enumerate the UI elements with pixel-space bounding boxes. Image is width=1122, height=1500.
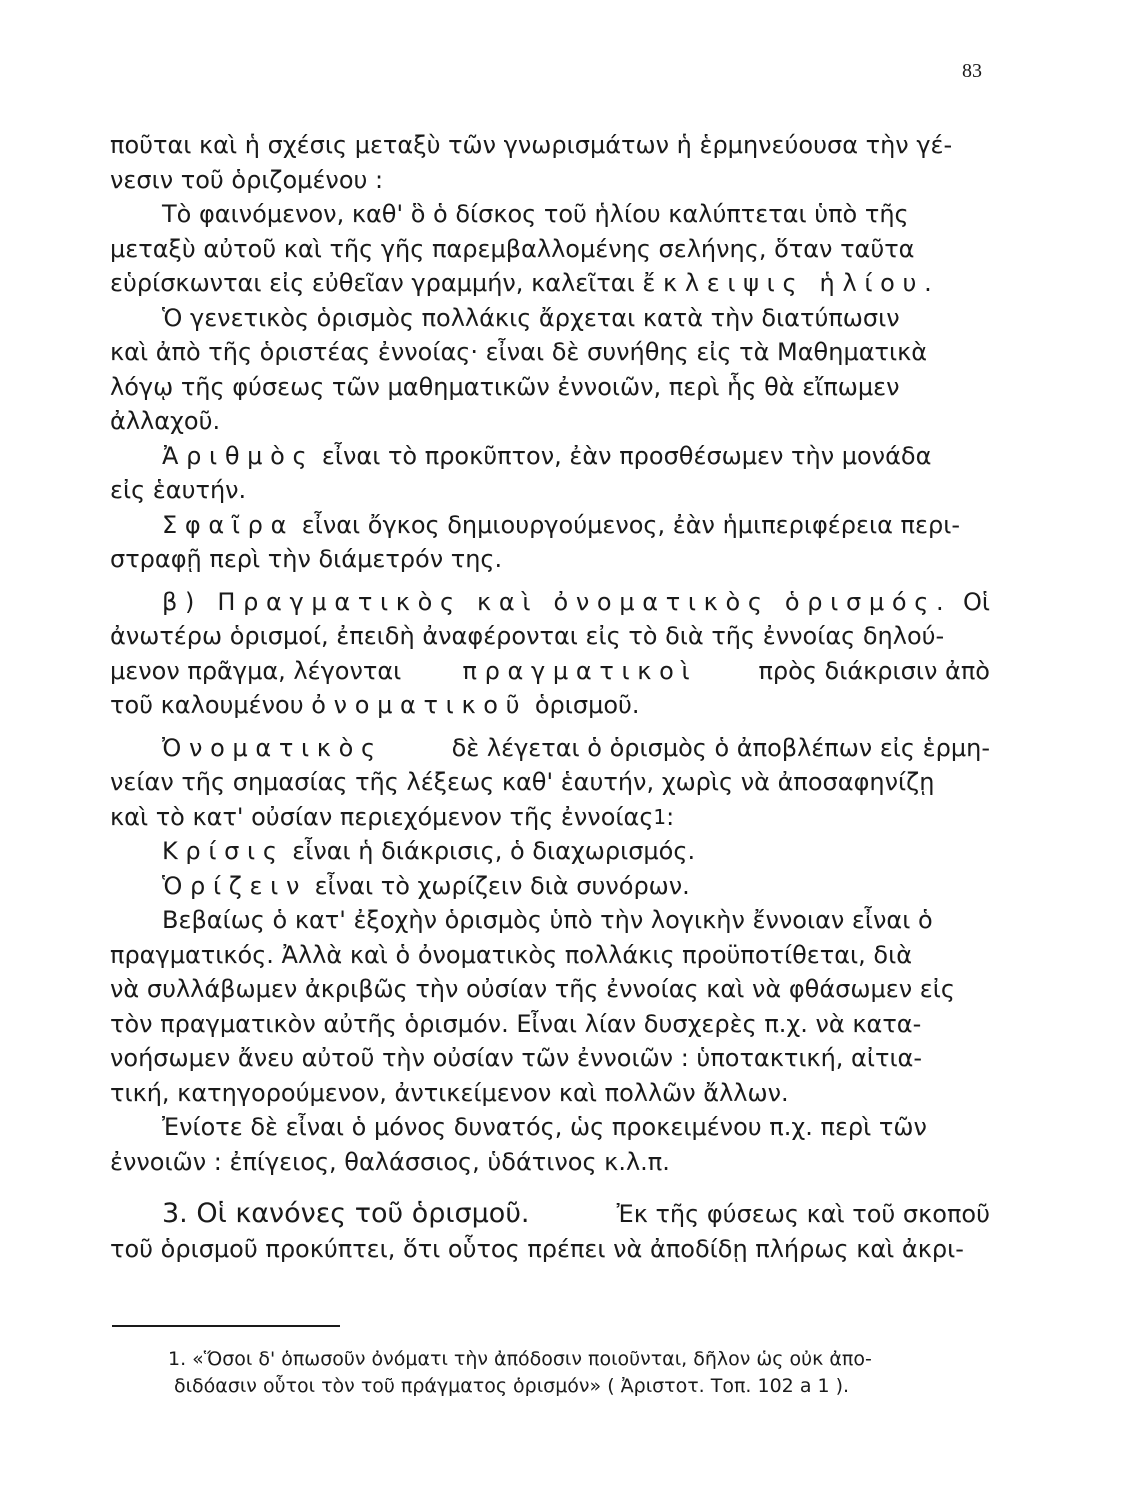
text-run: νοήσωμεν ἄνευ αὐτοῦ τὴν οὐσίαν τῶν ἐννοιῶν : ὑποτακτική, αἰτια- xyxy=(110,1044,923,1072)
footnote-line xyxy=(168,1346,990,1373)
text-line xyxy=(110,266,990,301)
text-run: ἀνωτέρω ὁρισμοί, ἐπειδὴ ἀναφέρονται εἰς τὸ διὰ τῆς ἐννοίας δηλού- xyxy=(110,622,945,650)
text-run: εἶναι τὸ προκῦπτον, ἐὰν προσθέσωμεν τὴν μονάδα xyxy=(321,441,932,470)
text-run: ὁρισμοῦ. xyxy=(534,691,640,719)
text-run: Ὁ γενετικὸς ὁρισμὸς πολλάκις ἄρχεται κατὰ τὴν διατύπωσιν xyxy=(162,303,900,332)
text-line xyxy=(110,619,990,654)
text-run: νείαν τῆς σημασίας τῆς λέξεως καθ' ἑαυτήν, χωρὶς νὰ ἀποσαφηνίζῃ xyxy=(110,768,935,796)
text-run: Βεβαίως ὁ κατ' ἐξοχὴν ὁρισμὸς ὑπὸ τὴν λογικὴν ἔννοιαν εἶναι ὁ xyxy=(162,906,933,934)
text-run: εἶναι ἡ διάκρισις, ὁ διαχωρισμός. xyxy=(292,837,696,865)
text-line xyxy=(110,869,990,904)
page-number: 83 xyxy=(962,60,982,82)
text-run: εἰς ἑαυτήν. xyxy=(110,476,247,504)
text-run: μενον πρᾶγμα, λέγονται xyxy=(110,656,402,685)
text-run: καὶ τὸ κατ' οὐσίαν περιεχόμενον τῆς ἐννοίας xyxy=(110,802,654,831)
text-run: ποῦται καὶ ἡ σχέσις μεταξὺ τῶν γνωρισμάτων ἡ ἑρμηνεύουσα τὴν γέ- xyxy=(110,131,953,159)
text-run: καὶ ἀπὸ τῆς ὁριστέας ἐννοίας· εἶναι δὲ συνήθης εἰς τὰ Μαθηματικὰ xyxy=(110,338,928,366)
text-run: : xyxy=(666,802,675,831)
text-run: εἶναι ὄγκος δημιουργούμενος, ἐὰν ἡμιπεριφέρεια περι- xyxy=(301,510,960,539)
emphasized-term: ἔκλειψις ἡλίου. xyxy=(642,269,940,297)
text-run: ἀλλαχοῦ. xyxy=(110,407,221,435)
text-run: στραφῇ περὶ τὴν διάμετρόν της. xyxy=(110,545,503,573)
section-heading: 3. Οἱ κανόνες τοῦ ὁρισμοῦ. xyxy=(162,1198,530,1229)
footnote-divider xyxy=(112,1325,340,1327)
text-line xyxy=(110,654,990,689)
text-run: ἐννοιῶν : ἐπίγειος, θαλάσσιος, ὑδάτινος κ.λ.π. xyxy=(110,1147,670,1176)
text-run: Ἐνίοτε δὲ εἶναι ὁ μόνος δυνατός, ὡς προκειμένου π.χ. περὶ τῶν xyxy=(162,1113,927,1141)
text-line xyxy=(110,972,990,1007)
text-line xyxy=(110,1007,990,1042)
text-line xyxy=(110,1145,990,1180)
text-line xyxy=(110,1110,990,1145)
text-run: τική, κατηγορούμενον, ἀντικείμενον καὶ πολλῶν ἄλλων. xyxy=(110,1078,789,1107)
text-line xyxy=(110,834,990,869)
text-line xyxy=(110,1076,990,1111)
text-line xyxy=(110,370,990,405)
text-run: τοῦ ὁρισμοῦ προκύπτει, ὅτι οὗτος πρέπει νὰ ἀποδίδῃ πλήρως καὶ ἀκρι- xyxy=(110,1234,964,1263)
body-text xyxy=(110,128,990,1266)
text-line xyxy=(110,542,990,577)
text-run: νὰ συλλάβωμεν ἀκριβῶς τὴν οὐσίαν τῆς ἐννοίας καὶ νὰ φθάσωμεν εἰς xyxy=(110,975,955,1003)
footnote-marker: 1 xyxy=(653,804,667,829)
text-line xyxy=(110,938,990,973)
text-line xyxy=(110,163,990,198)
text-line xyxy=(110,731,990,766)
text-line xyxy=(110,473,990,508)
emphasized-term: Σφαῖρα xyxy=(162,510,295,539)
text-run: εἶναι τὸ χωρίζειν διὰ συνόρων. xyxy=(314,871,690,900)
footnote-text: διδόασιν οὗτοι τὸν τοῦ πράγματος ὁρισμόν» ( Ἀριστοτ. Τοπ. 102 a 1 ). xyxy=(174,1375,850,1397)
section-heading-line xyxy=(110,585,990,620)
text-run: τοῦ καλουμένου xyxy=(110,691,304,719)
text-line xyxy=(110,404,990,439)
section-heading-line xyxy=(110,1197,990,1232)
text-run: εὑρίσκωνται εἰς εὐθεῖαν γραμμήν, καλεῖται xyxy=(110,269,635,297)
text-run: πρὸς διάκρισιν ἀπὸ xyxy=(758,656,990,685)
text-line xyxy=(110,439,990,474)
text-line xyxy=(110,232,990,267)
text-line xyxy=(110,335,990,370)
text-run: Οἱ xyxy=(962,587,990,616)
text-line xyxy=(110,765,990,800)
text-line xyxy=(110,800,990,835)
text-line xyxy=(110,197,990,232)
text-run: Τὸ φαινόμενον, καθ' ὃ ὁ δίσκος τοῦ ἡλίου καλύπτεται ὑπὸ τῆς xyxy=(162,200,909,228)
text-run: πραγματικός. Ἀλλὰ καὶ ὁ ὀνοματικὸς πολλάκις προϋποτίθεται, διὰ xyxy=(110,940,913,969)
emphasized-term: Κρίσις xyxy=(162,837,285,865)
text-run: Ἐκ τῆς φύσεως καὶ τοῦ σκοποῦ xyxy=(616,1200,990,1228)
emphasized-term: πραγματικοὶ xyxy=(462,656,698,685)
text-line xyxy=(110,301,990,336)
emphasized-term: ὀνοματικοῦ xyxy=(311,691,528,719)
footnotes xyxy=(168,1346,990,1400)
text-line xyxy=(110,508,990,543)
emphasized-term: Ὁρίζειν xyxy=(162,871,308,900)
text-run: νεσιν τοῦ ὁριζομένου : xyxy=(110,165,384,194)
emphasized-term: Ἀριθμὸς xyxy=(162,441,315,470)
emphasized-term: Ὀνοματικὸς xyxy=(162,733,383,762)
text-line xyxy=(110,903,990,938)
footnote-text: 1. «Ὅσοι δ' ὁπωσοῦν ὀνόματι τὴν ἀπόδοσιν ποιοῦνται, δῆλον ὡς οὐκ ἀπο- xyxy=(168,1348,872,1370)
section-heading: β) Πραγματικὸς καὶ ὀνοματικὸς ὁρισμός. xyxy=(162,587,952,616)
text-line xyxy=(110,128,990,163)
text-run: λόγῳ τῆς φύσεως τῶν μαθηματικῶν ἐννοιῶν, περὶ ἧς θὰ εἴπωμεν xyxy=(110,372,900,401)
text-line xyxy=(110,688,990,723)
text-run: μεταξὺ αὐτοῦ καὶ τῆς γῆς παρεμβαλλομένης σελήνης, ὅταν ταῦτα xyxy=(110,234,915,263)
text-run: τὸν πραγματικὸν αὐτῆς ὁρισμόν. Εἶναι λίαν δυσχερὲς π.χ. νὰ κατα- xyxy=(110,1009,922,1038)
footnote-line xyxy=(168,1373,990,1400)
text-line xyxy=(110,1232,990,1267)
text-line xyxy=(110,1041,990,1076)
text-run: δὲ λέγεται ὁ ὁρισμὸς ὁ ἀποβλέπων εἰς ἑρμη- xyxy=(451,733,990,762)
